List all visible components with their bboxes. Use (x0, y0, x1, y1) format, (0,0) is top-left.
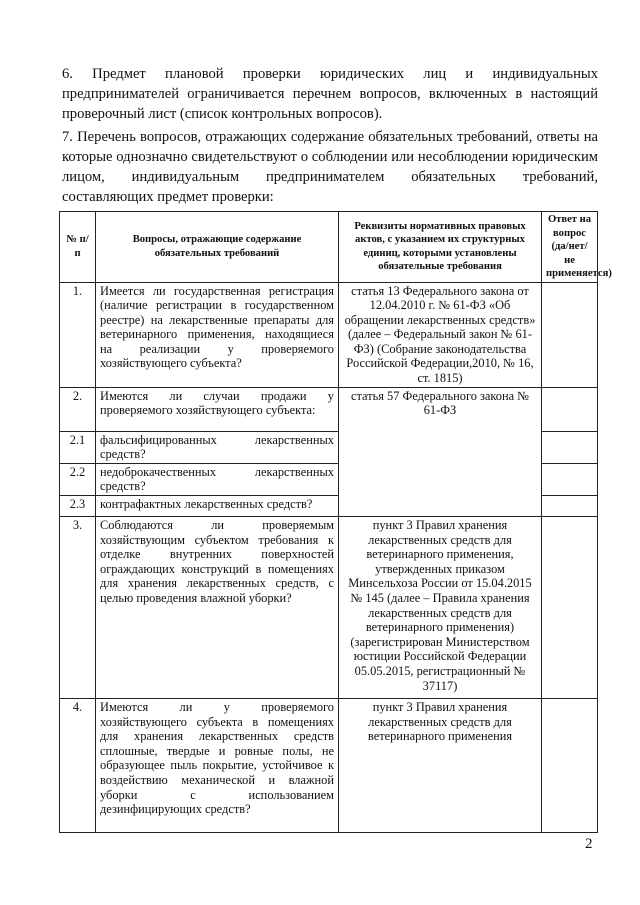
row-num: 2.2 (60, 463, 96, 495)
row-reference: пункт 3 Правил хранения лекарственных средств для ветеринарного применения, утвержденных приказом Минсельхоза России от 15.04.2015 № 145 (далее – Правила хранения лекарственных средств для ветеринарного применения) (зарегистрирован Министерством юстиции Российской Федерации 05.05.2015, регистрационный № 37117) (339, 517, 542, 699)
row-question: Имеется ли государственная регистрация (наличие регистрации в государственном реестре) на лекарственные препараты для ветеринарного применения, находящиеся на реализации у проверяемого хозяйствующего субъекта? (96, 282, 339, 387)
row-question: Имеются ли у проверяемого хозяйствующего субъекта в помещениях для хранения лекарственных средств сплошные, твердые и ровные полы, не образующее пыль покрытие, устойчивое к воздействию механической и влажной уборки с использованием дезинфицирующих средств? (96, 699, 339, 833)
row-answer[interactable] (542, 387, 598, 431)
row-answer[interactable] (542, 517, 598, 699)
row-num: 2.3 (60, 496, 96, 517)
table-row (60, 699, 598, 833)
row-num: 1. (60, 282, 96, 387)
table-row (60, 282, 598, 387)
checklist-table (59, 211, 612, 833)
row-answer[interactable] (542, 496, 598, 517)
table-row (60, 387, 598, 431)
row-answer[interactable] (542, 431, 598, 463)
row-num: 2.1 (60, 431, 96, 463)
header-question: Вопросы, отражающие содержание обязательных требований (96, 212, 339, 283)
row-num: 3. (60, 517, 96, 699)
row-question: недоброкачественных лекарственных средств? (96, 463, 339, 495)
row-num: 4. (60, 699, 96, 833)
row-answer[interactable] (542, 463, 598, 495)
row-question: Имеются ли случаи продажи у проверяемого хозяйствующего субъекта: (96, 387, 339, 431)
table-row (60, 517, 598, 699)
header-reference: Реквизиты нормативных правовых актов, с указанием их структурных единиц, которыми установлены обязательные требования (339, 212, 542, 283)
row-reference-merged: статья 57 Федерального закона № 61-ФЗ (339, 387, 542, 516)
row-answer[interactable] (542, 699, 598, 833)
row-question: Соблюдаются ли проверяемым хозяйствующим субъектом требования к отделке внутренних поверхностей ограждающих конструкций в помещениях для хранения лекарственных средств, с целью проведения влажной уборки? (96, 517, 339, 699)
table-header-row (60, 212, 598, 283)
row-reference: статья 13 Федерального закона от 12.04.2010 г. № 61-ФЗ «Об обращении лекарственных средств» (далее – Федеральный закон № 61-ФЗ) (Собрание законодательства Российской Федерации,2010, № 16, ст. 1815) (339, 282, 542, 387)
paragraph-7: 7. Перечень вопросов, отражающих содержание обязательных требований, ответы на которые однозначно свидетельствуют о соблюдении или несоблюдении юридическим лицом, индивидуальным предпринимателем обязательных требований, составляющих предмет проверки: (62, 129, 598, 205)
paragraph-6: 6. Предмет плановой проверки юридических лиц и индивидуальных предпринимателей ограничивается перечнем вопросов, включенных в настоящий проверочный лист (список контрольных вопросов). (62, 66, 598, 122)
row-num: 2. (60, 387, 96, 431)
page-number: 2 (585, 836, 593, 852)
header-num: № п/п (60, 212, 96, 283)
row-question: фальсифицированных лекарственных средств? (96, 431, 339, 463)
row-question: контрафактных лекарственных средств? (96, 496, 339, 517)
row-reference: пункт 3 Правил хранения лекарственных средств для ветеринарного применения (339, 699, 542, 833)
row-answer[interactable] (542, 282, 598, 387)
header-answer: Ответ на вопрос (да/нет/ не применяется) (542, 212, 598, 283)
